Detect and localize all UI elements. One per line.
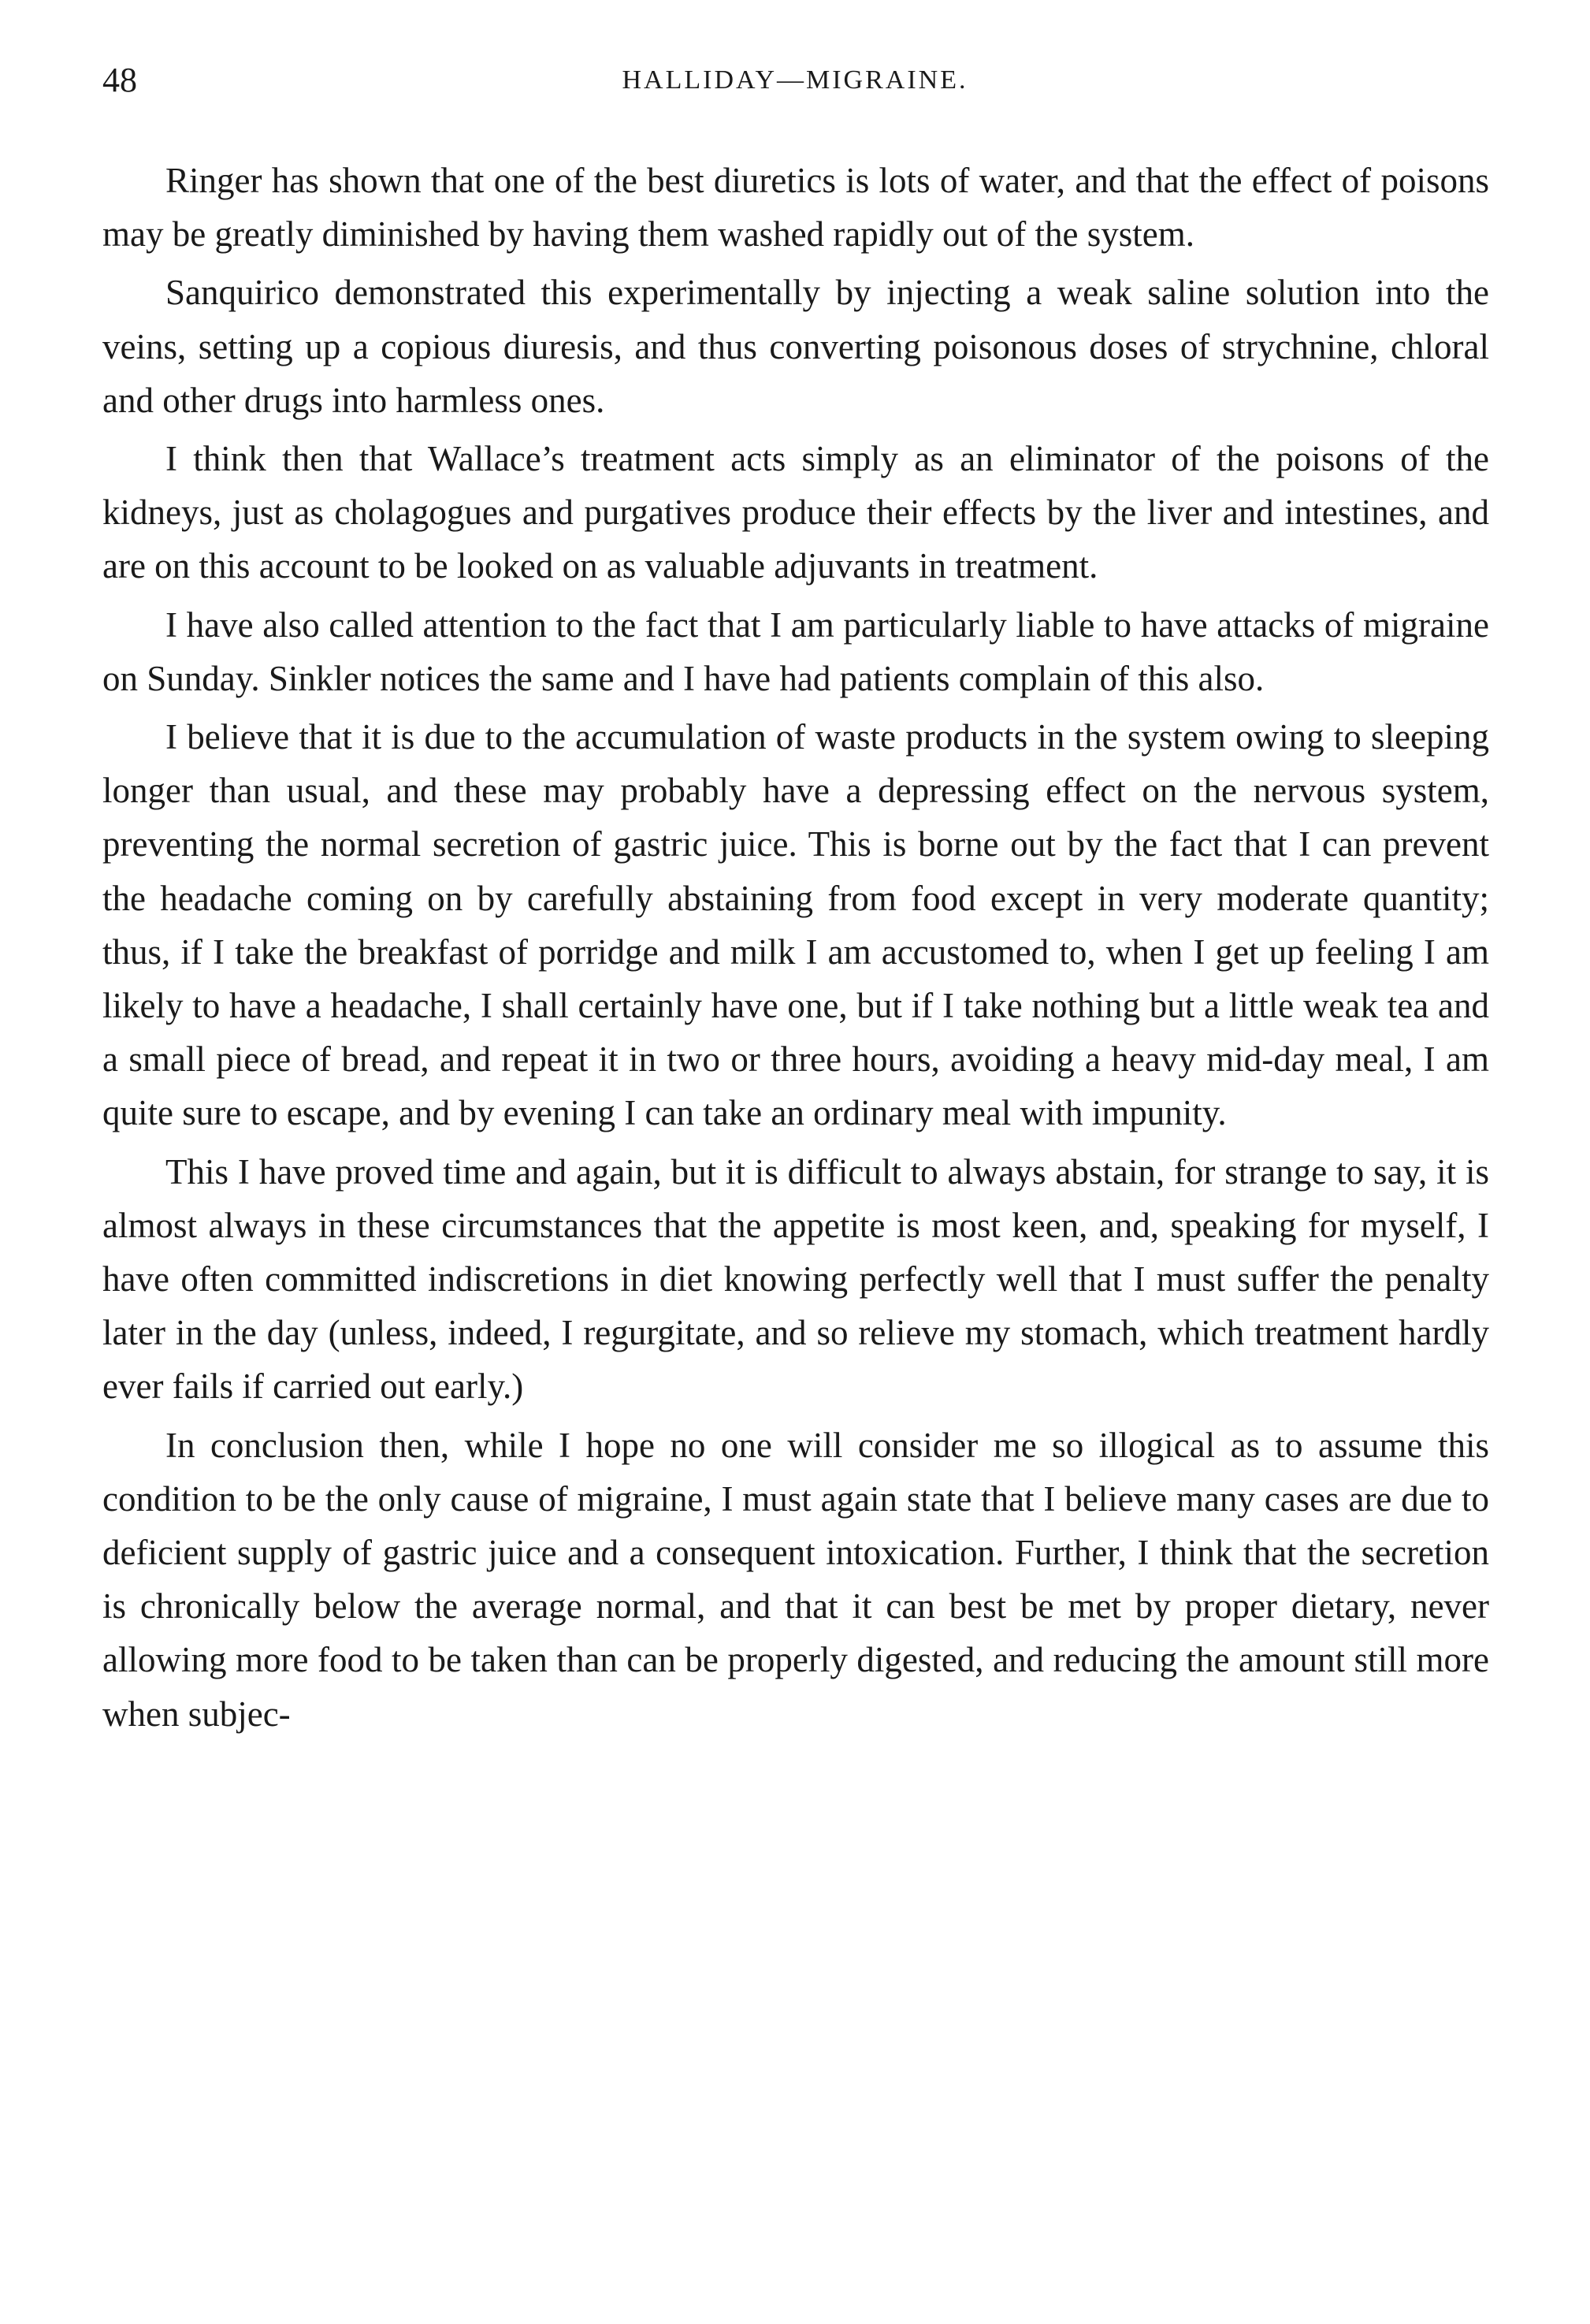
page-number: 48 xyxy=(102,61,137,99)
paragraph-ringer-diuretics: Ringer has shown that one of the best diuretics is lots of water, and that the effect of poisons may be greatly diminished by having them washed rapidly out of the system. xyxy=(102,161,1489,255)
paragraph-sanquirico: Sanquirico demonstrated this experimentally by injecting a weak saline solution into the veins, setting up a copious diuresis, and thus converting poisonous doses of strychnine, chloral and other drugs into harmless ones. xyxy=(102,273,1489,420)
paragraph-sunday-attacks: I have also called attention to the fact that I am particularly liable to have attacks of migraine on Sunday. Sinkler notices the same and I have had patients complain of this also. xyxy=(102,604,1489,698)
paragraph-conclusion: In conclusion then, while I hope no one will consider me so illogical as to assume this condition to be the only cause of migraine, I must again state that I believe many cases are due to deficient supply of gastric juice and a consequent intoxication. Further, I think that the secretion is chronically below the average normal, and that it can best be met by proper dietary, never allowing more food to be taken than can be properly digested, and reducing the amount still more when subjec- xyxy=(102,1425,1489,1734)
paragraph-waste-products: I believe that it is due to the accumulation of waste products in the system owing to sleeping longer than usual, and these may probably have a depressing effect on the nervous system, preventing the normal secretion of gastric juice. This is borne out by the fact that I can prevent the headache coming on by carefully abstaining from food except in very moderate quantity; thus, if I take the breakfast of porridge and milk I am accustomed to, when I get up feeling I am likely to have a headache, I shall certainly have one, but if I take nothing but a little weak tea and a small piece of bread, and repeat it in two or three hours, avoiding a heavy mid-day meal, I am quite sure to escape, and by evening I can take an ordinary meal with impunity. xyxy=(102,717,1489,1133)
paragraph-proved-again: This I have proved time and again, but it is difficult to always abstain, for strange to say, it is almost always in these circumstances that the appetite is most keen, and, speaking for myself, I have often committed indiscretions in diet knowing perfectly well that I must suffer the penalty later in the day (unless, indeed, I regurgitate, and so relieve my stomach, which treatment hardly ever fails if carried out early.) xyxy=(102,1151,1489,1407)
paragraph-wallace-treatment: I think then that Wallace’s treatment acts simply as an eliminator of the poisons of the kidneys, just as cholagogues and purgatives produce their effects by the liver and intestines, and are on this account to be looked on as valuable adjuvants in treatment. xyxy=(102,439,1489,586)
page-header xyxy=(102,57,1488,104)
running-head: HALLIDAY—MIGRAINE. xyxy=(622,65,968,95)
body-text xyxy=(102,154,1489,1741)
